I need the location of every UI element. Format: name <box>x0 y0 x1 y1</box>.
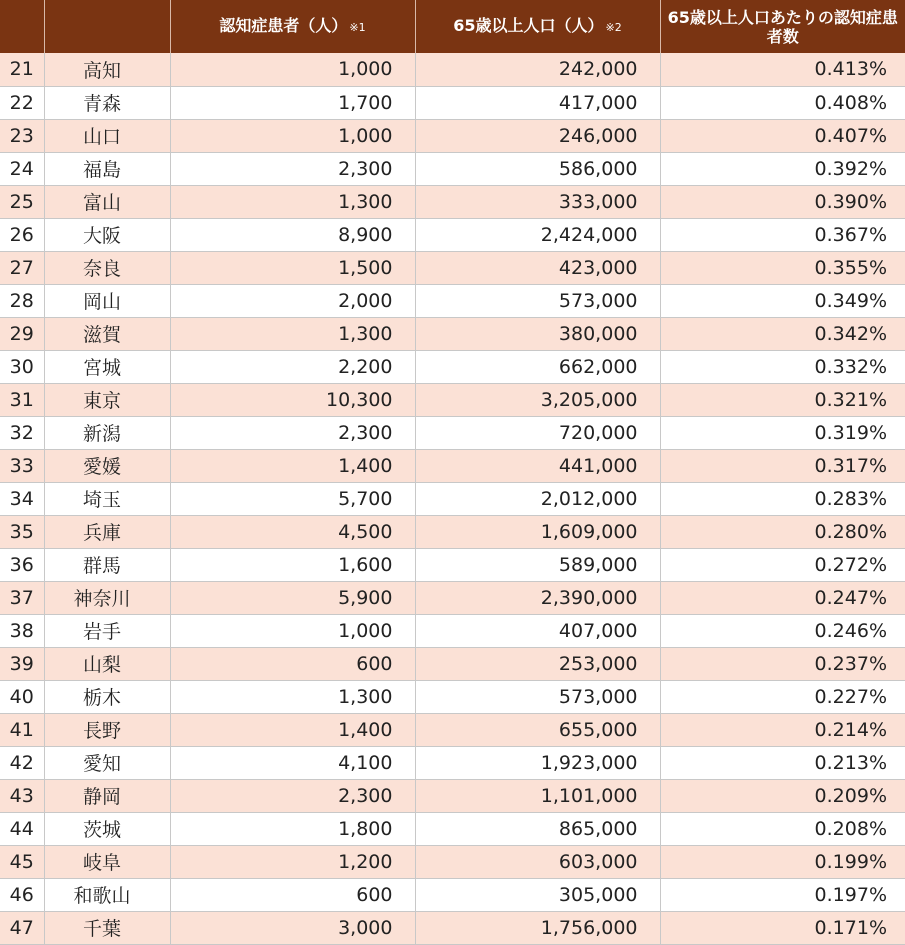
header-population-label: 65歳以上人口（人） <box>453 16 604 35</box>
population-cell: 586,000 <box>415 152 660 185</box>
population-cell: 441,000 <box>415 449 660 482</box>
table-row <box>0 548 905 581</box>
rank-cell: 29 <box>0 317 44 350</box>
ratio-cell: 0.342% <box>660 317 905 350</box>
table-row <box>0 218 905 251</box>
prefecture-cell: 茨城 <box>44 812 170 845</box>
table-row <box>0 185 905 218</box>
population-cell: 246,000 <box>415 119 660 152</box>
population-cell: 305,000 <box>415 878 660 911</box>
rank-cell: 31 <box>0 383 44 416</box>
patients-cell: 1,300 <box>170 317 415 350</box>
ratio-cell: 0.392% <box>660 152 905 185</box>
rank-cell: 33 <box>0 449 44 482</box>
table-row <box>0 746 905 779</box>
rank-cell: 44 <box>0 812 44 845</box>
rank-cell: 22 <box>0 86 44 119</box>
population-cell: 655,000 <box>415 713 660 746</box>
patients-cell: 1,000 <box>170 53 415 86</box>
prefecture-cell: 大阪 <box>44 218 170 251</box>
header-patients <box>170 0 415 53</box>
population-cell: 3,205,000 <box>415 383 660 416</box>
ratio-cell: 0.247% <box>660 581 905 614</box>
ratio-cell: 0.246% <box>660 614 905 647</box>
prefecture-cell: 静岡 <box>44 779 170 812</box>
table-row <box>0 680 905 713</box>
patients-cell: 1,700 <box>170 86 415 119</box>
ratio-cell: 0.280% <box>660 515 905 548</box>
ratio-cell: 0.237% <box>660 647 905 680</box>
rank-cell: 38 <box>0 614 44 647</box>
ratio-cell: 0.408% <box>660 86 905 119</box>
ratio-cell: 0.321% <box>660 383 905 416</box>
prefecture-cell: 愛媛 <box>44 449 170 482</box>
patients-cell: 1,300 <box>170 185 415 218</box>
header-patients-note: ※1 <box>349 21 366 34</box>
ratio-cell: 0.171% <box>660 911 905 944</box>
prefecture-cell: 奈良 <box>44 251 170 284</box>
table-row <box>0 86 905 119</box>
header-population <box>415 0 660 53</box>
rank-cell: 26 <box>0 218 44 251</box>
header-ratio: 65歳以上人口あたりの認知症患者数 <box>660 0 905 53</box>
ratio-cell: 0.213% <box>660 746 905 779</box>
ratio-cell: 0.199% <box>660 845 905 878</box>
rank-cell: 32 <box>0 416 44 449</box>
rank-cell: 37 <box>0 581 44 614</box>
table-row <box>0 416 905 449</box>
population-cell: 417,000 <box>415 86 660 119</box>
prefecture-cell: 富山 <box>44 185 170 218</box>
ratio-cell: 0.355% <box>660 251 905 284</box>
patients-cell: 5,900 <box>170 581 415 614</box>
table-row <box>0 317 905 350</box>
prefecture-cell: 高知 <box>44 53 170 86</box>
table-row <box>0 812 905 845</box>
rank-cell: 47 <box>0 911 44 944</box>
patients-cell: 1,400 <box>170 449 415 482</box>
prefecture-cell: 宮城 <box>44 350 170 383</box>
prefecture-cell: 長野 <box>44 713 170 746</box>
prefecture-cell: 滋賀 <box>44 317 170 350</box>
table-row <box>0 614 905 647</box>
table-row <box>0 350 905 383</box>
rank-cell: 34 <box>0 482 44 515</box>
prefecture-cell: 青森 <box>44 86 170 119</box>
patients-cell: 4,500 <box>170 515 415 548</box>
prefecture-cell: 山梨 <box>44 647 170 680</box>
rank-cell: 46 <box>0 878 44 911</box>
population-cell: 573,000 <box>415 284 660 317</box>
prefecture-cell: 兵庫 <box>44 515 170 548</box>
table-row <box>0 53 905 86</box>
table-row <box>0 449 905 482</box>
prefecture-cell: 岩手 <box>44 614 170 647</box>
population-cell: 242,000 <box>415 53 660 86</box>
ratio-cell: 0.227% <box>660 680 905 713</box>
population-cell: 2,390,000 <box>415 581 660 614</box>
prefecture-cell: 愛知 <box>44 746 170 779</box>
header-row <box>0 0 905 53</box>
patients-cell: 3,000 <box>170 911 415 944</box>
ratio-cell: 0.332% <box>660 350 905 383</box>
population-cell: 380,000 <box>415 317 660 350</box>
population-cell: 1,923,000 <box>415 746 660 779</box>
prefecture-cell: 岡山 <box>44 284 170 317</box>
population-cell: 589,000 <box>415 548 660 581</box>
patients-cell: 2,200 <box>170 350 415 383</box>
table-row <box>0 383 905 416</box>
rank-cell: 41 <box>0 713 44 746</box>
rank-cell: 30 <box>0 350 44 383</box>
header-population-note: ※2 <box>605 21 622 34</box>
ratio-cell: 0.208% <box>660 812 905 845</box>
patients-cell: 2,300 <box>170 779 415 812</box>
header-rank <box>0 0 44 53</box>
rank-cell: 40 <box>0 680 44 713</box>
rank-cell: 21 <box>0 53 44 86</box>
ratio-cell: 0.413% <box>660 53 905 86</box>
patients-cell: 1,200 <box>170 845 415 878</box>
prefecture-cell: 神奈川 <box>44 581 170 614</box>
population-cell: 1,609,000 <box>415 515 660 548</box>
patients-cell: 4,100 <box>170 746 415 779</box>
rank-cell: 43 <box>0 779 44 812</box>
table-row <box>0 713 905 746</box>
prefecture-cell: 東京 <box>44 383 170 416</box>
table-row <box>0 515 905 548</box>
patients-cell: 2,000 <box>170 284 415 317</box>
table-row <box>0 647 905 680</box>
population-cell: 865,000 <box>415 812 660 845</box>
header-patients-label: 認知症患者（人） <box>219 16 348 35</box>
table-row <box>0 284 905 317</box>
table-row <box>0 581 905 614</box>
patients-cell: 5,700 <box>170 482 415 515</box>
patients-cell: 1,600 <box>170 548 415 581</box>
prefecture-cell: 和歌山 <box>44 878 170 911</box>
population-cell: 1,756,000 <box>415 911 660 944</box>
ratio-cell: 0.407% <box>660 119 905 152</box>
table-row <box>0 845 905 878</box>
table-row <box>0 251 905 284</box>
rank-cell: 27 <box>0 251 44 284</box>
rank-cell: 23 <box>0 119 44 152</box>
population-cell: 333,000 <box>415 185 660 218</box>
ratio-cell: 0.283% <box>660 482 905 515</box>
population-cell: 2,012,000 <box>415 482 660 515</box>
patients-cell: 1,000 <box>170 614 415 647</box>
patients-cell: 1,000 <box>170 119 415 152</box>
population-cell: 662,000 <box>415 350 660 383</box>
ratio-cell: 0.390% <box>660 185 905 218</box>
prefecture-cell: 埼玉 <box>44 482 170 515</box>
population-cell: 423,000 <box>415 251 660 284</box>
prefecture-cell: 福島 <box>44 152 170 185</box>
ratio-cell: 0.272% <box>660 548 905 581</box>
population-cell: 573,000 <box>415 680 660 713</box>
patients-cell: 2,300 <box>170 152 415 185</box>
population-cell: 253,000 <box>415 647 660 680</box>
table-row <box>0 779 905 812</box>
ratio-cell: 0.209% <box>660 779 905 812</box>
ratio-cell: 0.214% <box>660 713 905 746</box>
patients-cell: 1,500 <box>170 251 415 284</box>
table-header <box>0 0 905 53</box>
patients-cell: 600 <box>170 647 415 680</box>
population-cell: 720,000 <box>415 416 660 449</box>
patients-cell: 10,300 <box>170 383 415 416</box>
patients-cell: 1,800 <box>170 812 415 845</box>
table-row <box>0 152 905 185</box>
population-cell: 407,000 <box>415 614 660 647</box>
patients-cell: 1,300 <box>170 680 415 713</box>
ratio-cell: 0.197% <box>660 878 905 911</box>
population-cell: 1,101,000 <box>415 779 660 812</box>
patients-cell: 1,400 <box>170 713 415 746</box>
prefecture-cell: 岐阜 <box>44 845 170 878</box>
rank-cell: 28 <box>0 284 44 317</box>
prefecture-cell: 新潟 <box>44 416 170 449</box>
ratio-cell: 0.349% <box>660 284 905 317</box>
patients-cell: 2,300 <box>170 416 415 449</box>
table-row <box>0 119 905 152</box>
rank-cell: 39 <box>0 647 44 680</box>
rank-cell: 36 <box>0 548 44 581</box>
prefecture-cell: 群馬 <box>44 548 170 581</box>
ratio-cell: 0.317% <box>660 449 905 482</box>
header-prefecture <box>44 0 170 53</box>
rank-cell: 42 <box>0 746 44 779</box>
prefecture-cell: 山口 <box>44 119 170 152</box>
population-cell: 603,000 <box>415 845 660 878</box>
table-row <box>0 482 905 515</box>
prefecture-cell: 栃木 <box>44 680 170 713</box>
population-cell: 2,424,000 <box>415 218 660 251</box>
rank-cell: 45 <box>0 845 44 878</box>
table-row <box>0 911 905 944</box>
patients-cell: 8,900 <box>170 218 415 251</box>
prefecture-cell: 千葉 <box>44 911 170 944</box>
table-row <box>0 878 905 911</box>
ratio-cell: 0.367% <box>660 218 905 251</box>
rank-cell: 24 <box>0 152 44 185</box>
table-body <box>0 53 905 944</box>
patients-cell: 600 <box>170 878 415 911</box>
rank-cell: 25 <box>0 185 44 218</box>
ratio-cell: 0.319% <box>660 416 905 449</box>
rank-cell: 35 <box>0 515 44 548</box>
